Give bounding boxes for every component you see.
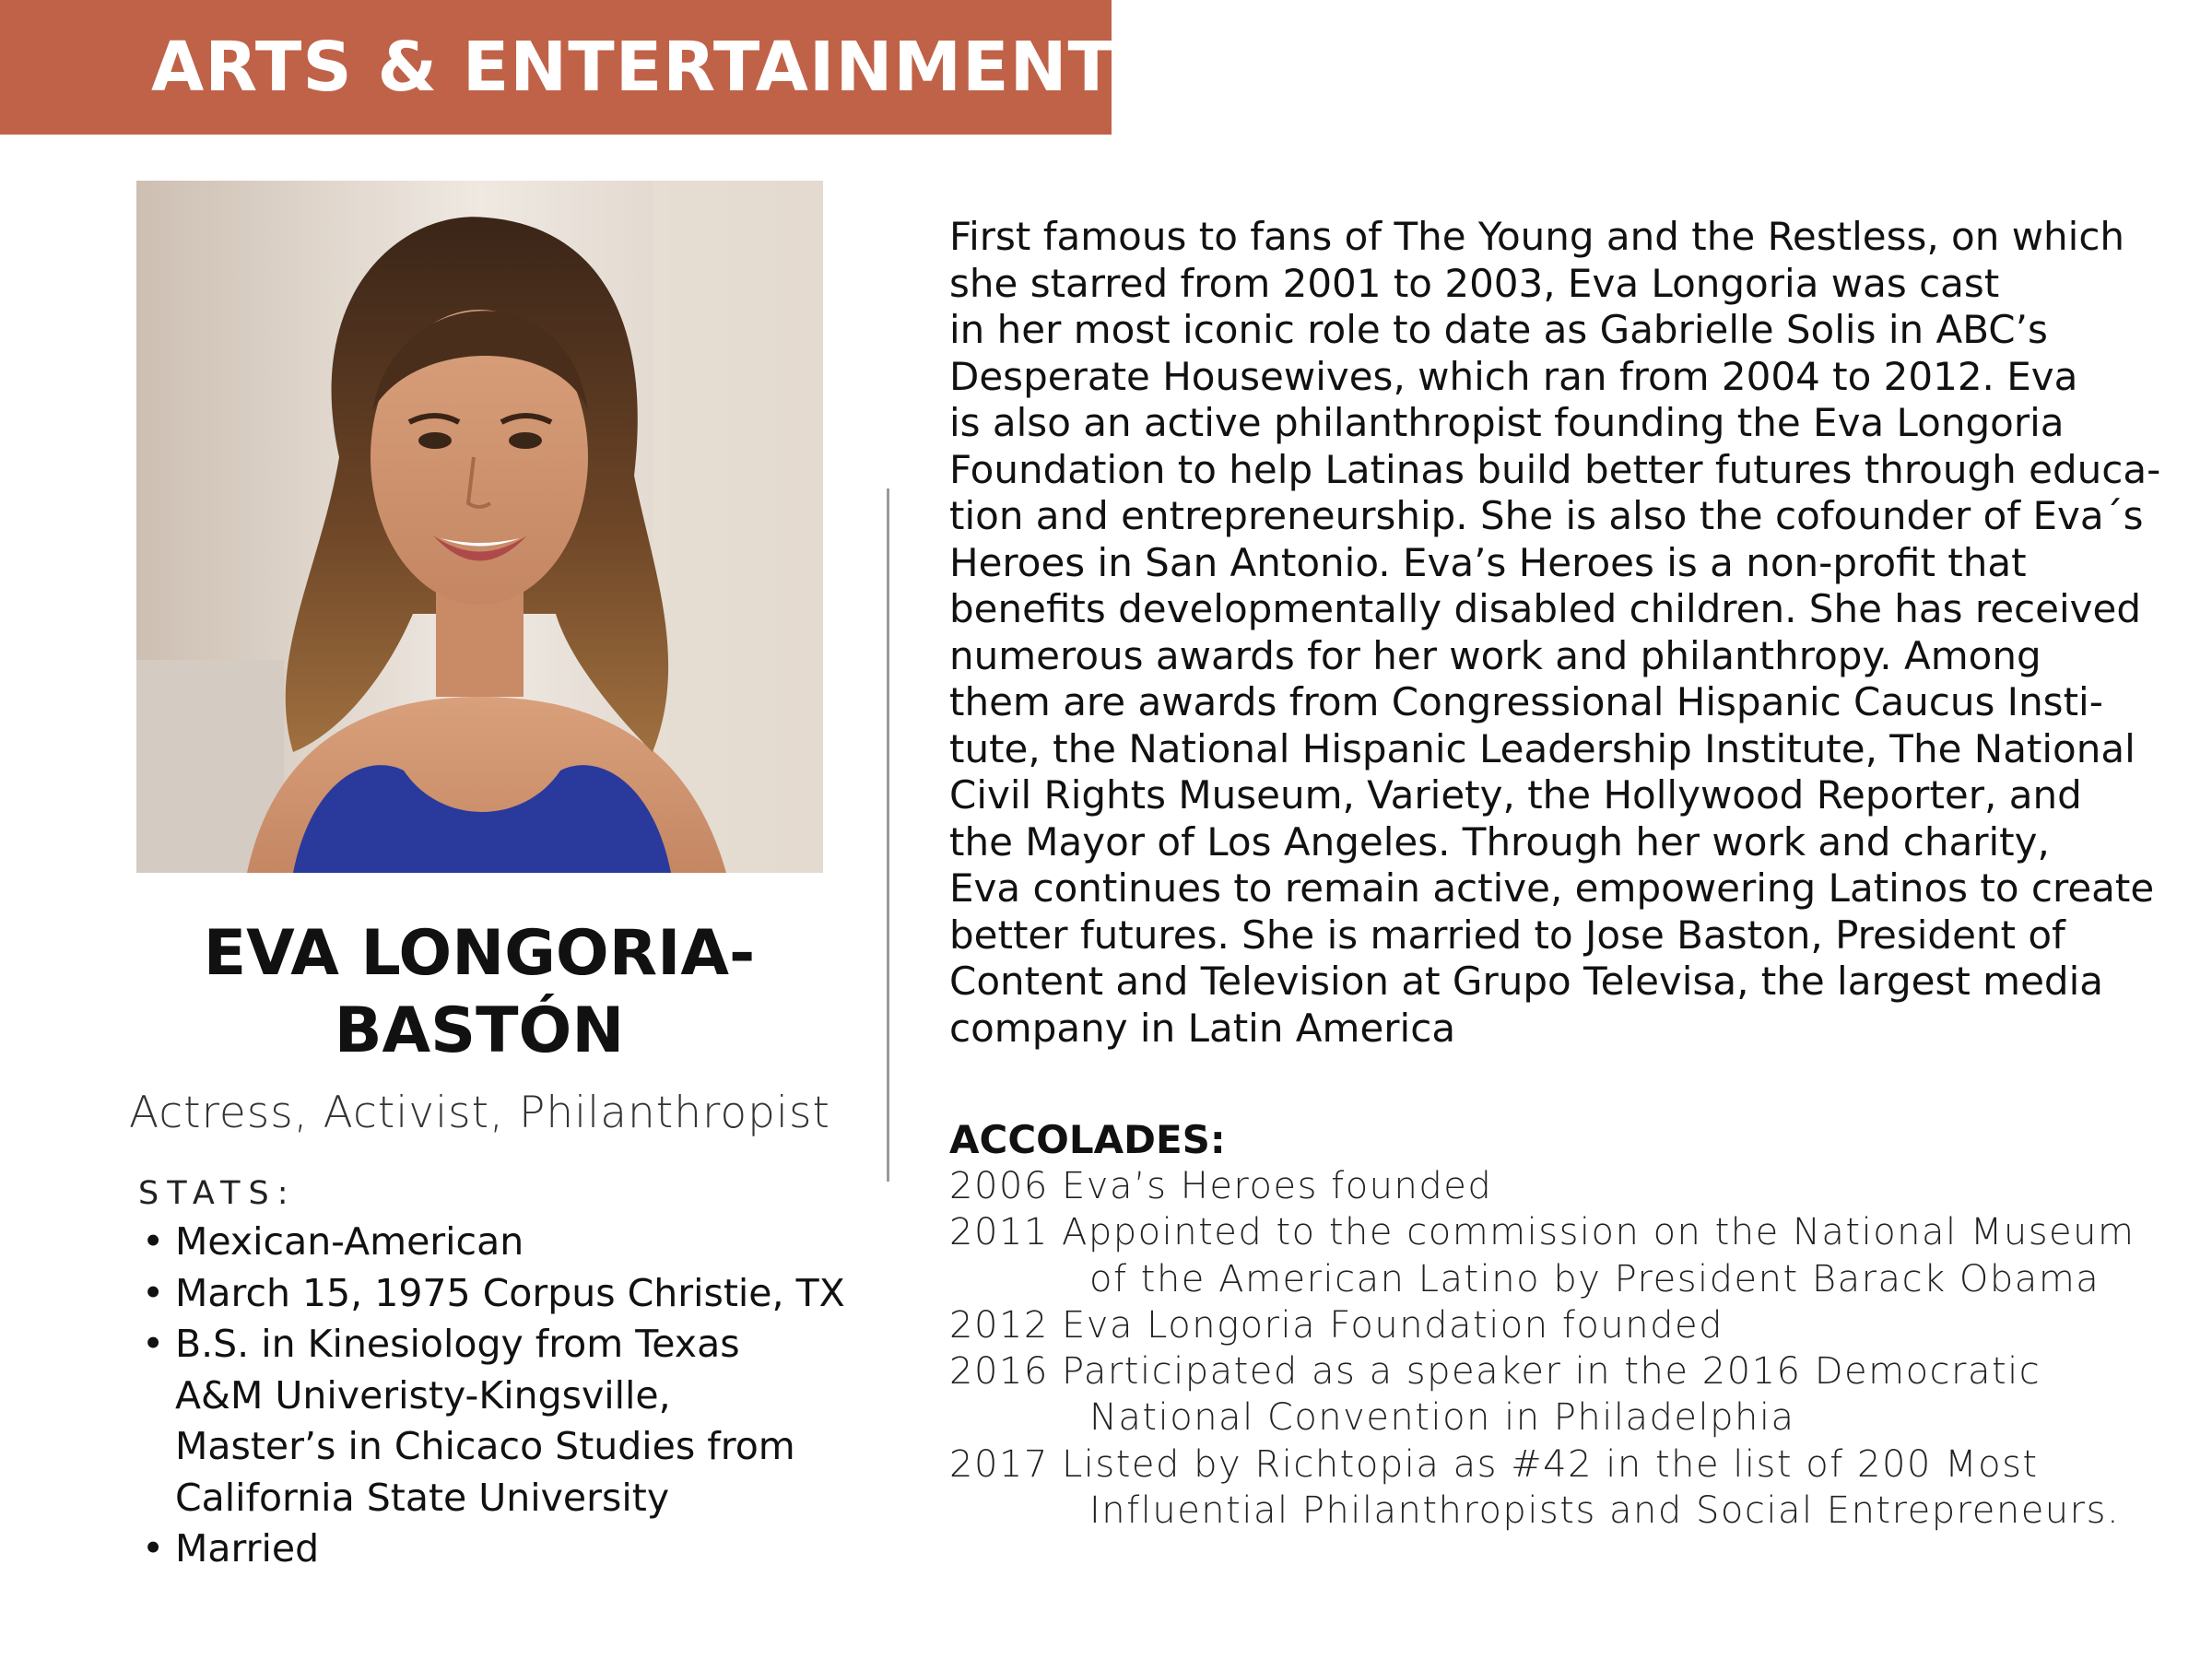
- bio-line: better futures. She is married to Jose Baston, President of: [949, 912, 2065, 958]
- column-divider: [887, 488, 889, 1182]
- bio-line: the Mayor of Los Angeles. Through her work and charity,: [949, 818, 2050, 865]
- accolade-line: Influential Philanthropists and Social Entrepreneurs.: [1089, 1489, 2121, 1533]
- stats-item-line: • B.S. in Kinesiology from Texas: [175, 1322, 740, 1366]
- accolade-line: 2017 Listed by Richtopia as #42 in the list of 200 Most: [949, 1442, 2039, 1486]
- bio-line: them are awards from Congressional Hispanic Caucus Insti-: [949, 679, 2103, 724]
- accolade-line: 2011 Appointed to the commission on the National Museum: [949, 1211, 2136, 1254]
- accolade-item: [949, 1209, 2147, 1302]
- stats-item: [138, 1524, 839, 1575]
- accolade-item: [949, 1348, 2147, 1441]
- biography: [949, 214, 2161, 1052]
- stats-item-line: • Married: [175, 1526, 320, 1571]
- accolade-item: [949, 1441, 2147, 1535]
- person-name-line: BASTÓN: [334, 994, 625, 1067]
- section-banner: [0, 0, 1115, 135]
- stats-item-line: California State University: [175, 1475, 670, 1520]
- bio-line: tute, the National Hispanic Leadership Institute, The National: [949, 725, 2136, 771]
- stats-item-line: A&M Univeristy-Kingsville,: [175, 1372, 671, 1418]
- accolade-line: National Convention in Philadelphia: [1089, 1396, 1795, 1440]
- bio-line: Civil Rights Museum, Variety, the Hollywood Reporter, and: [949, 772, 2082, 818]
- bio-line: in her most iconic role to date as Gabrielle Solis in ABC’s: [949, 307, 2048, 352]
- bio-line: Heroes in San Antonio. Eva’s Heroes is a non-profit that: [949, 539, 2027, 585]
- stats-item-line: • March 15, 1975 Corpus Christie, TX: [175, 1270, 845, 1315]
- bio-line: Content and Television at Grupo Televisa, the largest media: [949, 959, 2104, 1004]
- bio-line: Desperate Housewives, which ran from 2004 to 2012. Eva: [949, 353, 2078, 399]
- bio-line: is also an active philanthropist founding the Eva Longoria: [949, 400, 2065, 445]
- bio-line: Foundation to help Latinas build better futures through educa-: [949, 446, 2161, 492]
- accolade-item: [949, 1163, 2147, 1209]
- stats-list: [138, 1217, 845, 1575]
- stats-item: [138, 1217, 839, 1268]
- bio-line: Eva continues to remain active, empowering Latinos to create: [949, 865, 2155, 911]
- bio-line: tion and entrepreneurship. She is also the cofounder of Eva´s: [949, 493, 2144, 538]
- accolade-line: of the American Latino by President Barack Obama: [1089, 1257, 2100, 1300]
- stats-item: [138, 1268, 845, 1320]
- bio-line: company in Latin America: [949, 1005, 1456, 1051]
- stats-heading: STATS:: [138, 1175, 297, 1212]
- bio-line: benefits developmentally disabled children. She has received: [949, 586, 2141, 631]
- bio-line: she starred from 2001 to 2003, Eva Longoria was cast: [949, 260, 2000, 306]
- bio-line: First famous to fans of The Young and the Restless, on which: [949, 214, 2125, 259]
- portrait-illustration: [136, 181, 823, 873]
- stats-item-line: • Mexican-American: [175, 1219, 524, 1264]
- portrait-photo: [136, 181, 823, 873]
- person-name: [129, 915, 830, 1070]
- person-name-line: EVA LONGORIA-: [203, 917, 756, 990]
- accolades-heading: ACCOLADES:: [949, 1117, 1226, 1162]
- stats-item: [138, 1319, 839, 1524]
- accolade-line: 2006 Eva’s Heroes founded: [949, 1165, 1493, 1207]
- bio-line: numerous awards for her work and philanthropy. Among: [949, 632, 2041, 678]
- accolades-list: [949, 1163, 2147, 1534]
- accolade-line: 2012 Eva Longoria Foundation founded: [949, 1303, 1724, 1347]
- stats-item-line: Master’s in Chicaco Studies from: [175, 1424, 795, 1468]
- person-roles: Actress, Activist, Philanthropist: [129, 1088, 830, 1138]
- accolade-line: 2016 Participated as a speaker in the 2016 Democratic: [949, 1350, 2041, 1394]
- section-title: ARTS & ENTERTAINMENT: [151, 28, 1115, 107]
- accolade-item: [949, 1302, 2147, 1348]
